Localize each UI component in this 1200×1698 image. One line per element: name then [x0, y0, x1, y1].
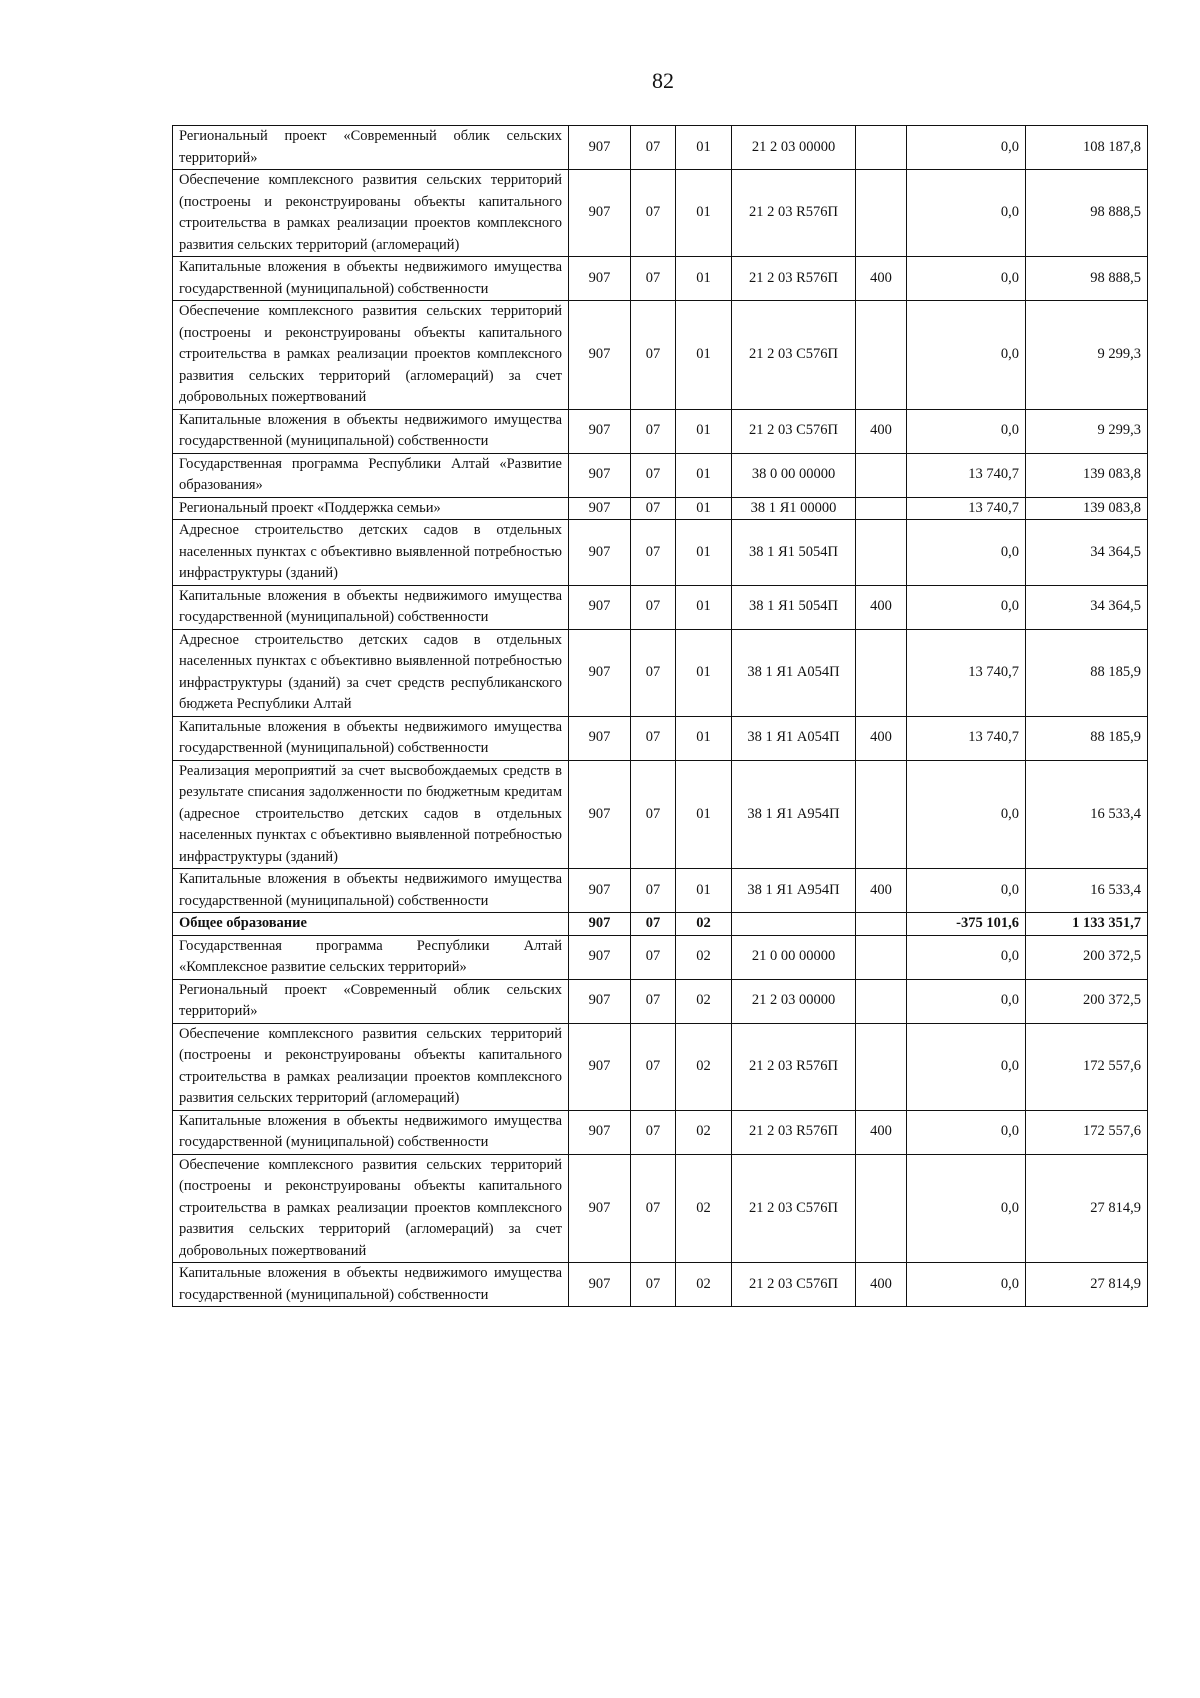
total-amount-cell: 139 083,8 — [1026, 497, 1148, 520]
ministry-code-cell: 907 — [569, 585, 631, 629]
expense-type-cell — [856, 1023, 907, 1110]
total-amount-cell: 34 364,5 — [1026, 520, 1148, 586]
ministry-code-cell: 907 — [569, 760, 631, 869]
section-code-cell: 07 — [631, 453, 676, 497]
target-article-cell: 21 2 03 С576П — [732, 409, 856, 453]
section-code-cell: 07 — [631, 257, 676, 301]
target-article-cell — [732, 913, 856, 936]
target-article-cell: 21 2 03 R576П — [732, 257, 856, 301]
section-code-cell: 07 — [631, 716, 676, 760]
total-amount-cell: 27 814,9 — [1026, 1154, 1148, 1263]
table-row — [173, 716, 1148, 760]
table-row — [173, 935, 1148, 979]
total-amount-cell: 98 888,5 — [1026, 170, 1148, 257]
subsection-code-cell: 01 — [676, 301, 732, 410]
ministry-code-cell: 907 — [569, 979, 631, 1023]
expense-type-cell — [856, 629, 907, 716]
change-amount-cell: 13 740,7 — [907, 497, 1026, 520]
target-article-cell: 21 2 03 R576П — [732, 1023, 856, 1110]
subsection-code-cell: 01 — [676, 257, 732, 301]
row-name-cell: Адресное строительство детских садов в отдельных населенных пунктах с объективно выявленной потребностью инфраструктуры (зданий) за счет средств республиканского бюджета Республики Алтай — [173, 629, 569, 716]
table-row — [173, 497, 1148, 520]
subsection-code-cell: 01 — [676, 629, 732, 716]
expense-type-cell: 400 — [856, 1263, 907, 1307]
table-row — [173, 1023, 1148, 1110]
target-article-cell: 21 2 03 R576П — [732, 170, 856, 257]
table-row — [173, 869, 1148, 913]
row-name-cell: Обеспечение комплексного развития сельских территорий (построены и реконструированы объекты капитального строительства в рамках реализации проектов комплексного развития сельских территорий (агломераций) — [173, 1023, 569, 1110]
target-article-cell: 21 2 03 R576П — [732, 1110, 856, 1154]
subsection-code-cell: 01 — [676, 126, 732, 170]
change-amount-cell: 0,0 — [907, 257, 1026, 301]
change-amount-cell: 0,0 — [907, 585, 1026, 629]
section-code-cell: 07 — [631, 497, 676, 520]
section-code-cell: 07 — [631, 1154, 676, 1263]
ministry-code-cell: 907 — [569, 257, 631, 301]
change-amount-cell: 0,0 — [907, 760, 1026, 869]
total-amount-cell: 172 557,6 — [1026, 1023, 1148, 1110]
subsection-code-cell: 02 — [676, 1263, 732, 1307]
subsection-code-cell: 01 — [676, 170, 732, 257]
row-name-cell: Капитальные вложения в объекты недвижимого имущества государственной (муниципальной) собственности — [173, 716, 569, 760]
ministry-code-cell: 907 — [569, 913, 631, 936]
section-code-cell: 07 — [631, 629, 676, 716]
change-amount-cell: -375 101,6 — [907, 913, 1026, 936]
table-row — [173, 170, 1148, 257]
total-amount-cell: 34 364,5 — [1026, 585, 1148, 629]
table-row — [173, 979, 1148, 1023]
expense-type-cell: 400 — [856, 1110, 907, 1154]
section-code-cell: 07 — [631, 935, 676, 979]
expense-type-cell — [856, 979, 907, 1023]
expense-type-cell: 400 — [856, 716, 907, 760]
ministry-code-cell: 907 — [569, 409, 631, 453]
expense-type-cell: 400 — [856, 585, 907, 629]
row-name-cell: Государственная программа Республики Алтай «Развитие образования» — [173, 453, 569, 497]
row-name-cell: Капитальные вложения в объекты недвижимого имущества государственной (муниципальной) собственности — [173, 1110, 569, 1154]
total-amount-cell: 16 533,4 — [1026, 760, 1148, 869]
change-amount-cell: 0,0 — [907, 869, 1026, 913]
change-amount-cell: 0,0 — [907, 1023, 1026, 1110]
target-article-cell: 38 1 Я1 00000 — [732, 497, 856, 520]
ministry-code-cell: 907 — [569, 453, 631, 497]
target-article-cell: 38 1 Я1 5054П — [732, 585, 856, 629]
row-name-cell: Капитальные вложения в объекты недвижимого имущества государственной (муниципальной) собственности — [173, 1263, 569, 1307]
subsection-code-cell: 01 — [676, 716, 732, 760]
subsection-code-cell: 02 — [676, 979, 732, 1023]
change-amount-cell: 0,0 — [907, 301, 1026, 410]
target-article-cell: 21 2 03 С576П — [732, 1154, 856, 1263]
ministry-code-cell: 907 — [569, 1023, 631, 1110]
ministry-code-cell: 907 — [569, 1110, 631, 1154]
total-amount-cell: 88 185,9 — [1026, 629, 1148, 716]
table-row — [173, 520, 1148, 586]
target-article-cell: 38 1 Я1 А954П — [732, 869, 856, 913]
expense-type-cell — [856, 497, 907, 520]
row-name-cell: Капитальные вложения в объекты недвижимого имущества государственной (муниципальной) собственности — [173, 257, 569, 301]
section-code-cell: 07 — [631, 170, 676, 257]
total-amount-cell: 9 299,3 — [1026, 409, 1148, 453]
subsection-code-cell: 01 — [676, 453, 732, 497]
total-amount-cell: 16 533,4 — [1026, 869, 1148, 913]
table-row — [173, 629, 1148, 716]
table-row — [173, 409, 1148, 453]
ministry-code-cell: 907 — [569, 716, 631, 760]
row-name-cell: Региональный проект «Поддержка семьи» — [173, 497, 569, 520]
change-amount-cell: 0,0 — [907, 520, 1026, 586]
subsection-code-cell: 02 — [676, 913, 732, 936]
subsection-code-cell: 01 — [676, 520, 732, 586]
change-amount-cell: 13 740,7 — [907, 629, 1026, 716]
expense-type-cell — [856, 520, 907, 586]
budget-table — [172, 125, 1148, 1307]
subsection-code-cell: 01 — [676, 497, 732, 520]
ministry-code-cell: 907 — [569, 301, 631, 410]
expense-type-cell — [856, 1154, 907, 1263]
target-article-cell: 21 2 03 00000 — [732, 979, 856, 1023]
change-amount-cell: 0,0 — [907, 1263, 1026, 1307]
subsection-code-cell: 01 — [676, 869, 732, 913]
subsection-code-cell: 02 — [676, 1154, 732, 1263]
target-article-cell: 21 2 03 С576П — [732, 301, 856, 410]
table-row — [173, 301, 1148, 410]
ministry-code-cell: 907 — [569, 869, 631, 913]
target-article-cell: 38 1 Я1 5054П — [732, 520, 856, 586]
table-row — [173, 1154, 1148, 1263]
ministry-code-cell: 907 — [569, 1154, 631, 1263]
total-amount-cell: 200 372,5 — [1026, 935, 1148, 979]
expense-type-cell — [856, 170, 907, 257]
expense-type-cell — [856, 935, 907, 979]
target-article-cell: 38 0 00 00000 — [732, 453, 856, 497]
subsection-code-cell: 01 — [676, 760, 732, 869]
subsection-code-cell: 02 — [676, 935, 732, 979]
table-row — [173, 760, 1148, 869]
change-amount-cell: 0,0 — [907, 979, 1026, 1023]
section-code-cell: 07 — [631, 979, 676, 1023]
total-amount-cell: 88 185,9 — [1026, 716, 1148, 760]
section-code-cell: 07 — [631, 760, 676, 869]
target-article-cell: 38 1 Я1 А054П — [732, 629, 856, 716]
target-article-cell: 38 1 Я1 А054П — [732, 716, 856, 760]
total-amount-cell: 27 814,9 — [1026, 1263, 1148, 1307]
target-article-cell: 21 0 00 00000 — [732, 935, 856, 979]
row-name-cell: Реализация мероприятий за счет высвобождаемых средств в результате списания задолженности по бюджетным кредитам (адресное строительство детских садов в отдельных населенных пунктах с объективно выявленной потребностью инфраструктуры (зданий) — [173, 760, 569, 869]
section-code-cell: 07 — [631, 585, 676, 629]
total-amount-cell: 108 187,8 — [1026, 126, 1148, 170]
row-name-cell: Обеспечение комплексного развития сельских территорий (построены и реконструированы объекты капитального строительства в рамках реализации проектов комплексного развития сельских территорий (агломераций) за счет добровольных пожертвований — [173, 301, 569, 410]
table-row — [173, 257, 1148, 301]
section-code-cell: 07 — [631, 1263, 676, 1307]
target-article-cell: 38 1 Я1 А954П — [732, 760, 856, 869]
table-row — [173, 126, 1148, 170]
change-amount-cell: 0,0 — [907, 1110, 1026, 1154]
expense-type-cell: 400 — [856, 257, 907, 301]
change-amount-cell: 0,0 — [907, 126, 1026, 170]
subsection-code-cell: 02 — [676, 1110, 732, 1154]
section-code-cell: 07 — [631, 913, 676, 936]
row-name-cell: Региональный проект «Современный облик сельских территорий» — [173, 979, 569, 1023]
row-name-cell: Капитальные вложения в объекты недвижимого имущества государственной (муниципальной) собственности — [173, 409, 569, 453]
ministry-code-cell: 907 — [569, 629, 631, 716]
section-code-cell: 07 — [631, 1023, 676, 1110]
budget-table-body — [173, 126, 1148, 1307]
table-row — [173, 453, 1148, 497]
total-amount-cell: 98 888,5 — [1026, 257, 1148, 301]
ministry-code-cell: 907 — [569, 497, 631, 520]
target-article-cell: 21 2 03 00000 — [732, 126, 856, 170]
ministry-code-cell: 907 — [569, 126, 631, 170]
total-amount-cell: 1 133 351,7 — [1026, 913, 1148, 936]
row-name-cell: Адресное строительство детских садов в отдельных населенных пунктах с объективно выявленной потребностью инфраструктуры (зданий) — [173, 520, 569, 586]
change-amount-cell: 0,0 — [907, 170, 1026, 257]
table-row — [173, 913, 1148, 936]
section-code-cell: 07 — [631, 126, 676, 170]
change-amount-cell: 13 740,7 — [907, 453, 1026, 497]
section-code-cell: 07 — [631, 869, 676, 913]
row-name-cell: Капитальные вложения в объекты недвижимого имущества государственной (муниципальной) собственности — [173, 869, 569, 913]
ministry-code-cell: 907 — [569, 935, 631, 979]
subsection-code-cell: 01 — [676, 409, 732, 453]
row-name-cell: Капитальные вложения в объекты недвижимого имущества государственной (муниципальной) собственности — [173, 585, 569, 629]
row-name-cell: Общее образование — [173, 913, 569, 936]
row-name-cell: Обеспечение комплексного развития сельских территорий (построены и реконструированы объекты капитального строительства в рамках реализации проектов комплексного развития сельских территорий (агломераций) за счет добровольных пожертвований — [173, 1154, 569, 1263]
total-amount-cell: 172 557,6 — [1026, 1110, 1148, 1154]
section-code-cell: 07 — [631, 520, 676, 586]
table-row — [173, 585, 1148, 629]
expense-type-cell — [856, 126, 907, 170]
row-name-cell: Региональный проект «Современный облик сельских территорий» — [173, 126, 569, 170]
section-code-cell: 07 — [631, 409, 676, 453]
expense-type-cell — [856, 760, 907, 869]
total-amount-cell: 200 372,5 — [1026, 979, 1148, 1023]
ministry-code-cell: 907 — [569, 1263, 631, 1307]
total-amount-cell: 139 083,8 — [1026, 453, 1148, 497]
section-code-cell: 07 — [631, 301, 676, 410]
change-amount-cell: 0,0 — [907, 935, 1026, 979]
change-amount-cell: 13 740,7 — [907, 716, 1026, 760]
row-name-cell: Государственная программа Республики Алтай «Комплексное развитие сельских территорий» — [173, 935, 569, 979]
expense-type-cell: 400 — [856, 409, 907, 453]
total-amount-cell: 9 299,3 — [1026, 301, 1148, 410]
ministry-code-cell: 907 — [569, 170, 631, 257]
change-amount-cell: 0,0 — [907, 409, 1026, 453]
subsection-code-cell: 02 — [676, 1023, 732, 1110]
expense-type-cell: 400 — [856, 869, 907, 913]
page-number: 82 — [652, 68, 674, 93]
row-name-cell: Обеспечение комплексного развития сельских территорий (построены и реконструированы объекты капитального строительства в рамках реализации проектов комплексного развития сельских территорий (агломераций) — [173, 170, 569, 257]
subsection-code-cell: 01 — [676, 585, 732, 629]
expense-type-cell — [856, 301, 907, 410]
expense-type-cell — [856, 913, 907, 936]
ministry-code-cell: 907 — [569, 520, 631, 586]
section-code-cell: 07 — [631, 1110, 676, 1154]
table-row — [173, 1263, 1148, 1307]
expense-type-cell — [856, 453, 907, 497]
change-amount-cell: 0,0 — [907, 1154, 1026, 1263]
target-article-cell: 21 2 03 С576П — [732, 1263, 856, 1307]
table-row — [173, 1110, 1148, 1154]
